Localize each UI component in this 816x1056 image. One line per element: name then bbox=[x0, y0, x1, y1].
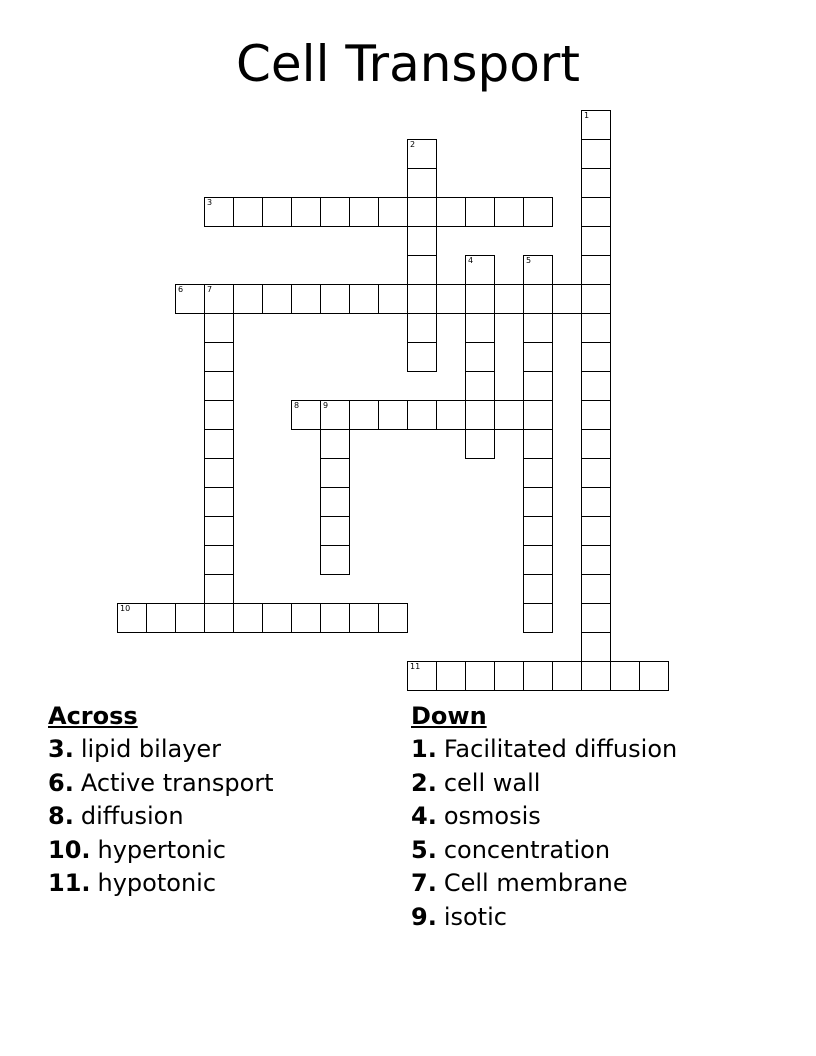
grid-cell[interactable] bbox=[436, 197, 466, 227]
grid-cell[interactable] bbox=[523, 342, 553, 372]
grid-cell[interactable] bbox=[523, 545, 553, 575]
grid-cell[interactable] bbox=[407, 313, 437, 343]
grid-cell[interactable] bbox=[204, 574, 234, 604]
grid-cell[interactable] bbox=[204, 487, 234, 517]
grid-cell[interactable] bbox=[407, 197, 437, 227]
grid-cell[interactable] bbox=[523, 400, 553, 430]
grid-cell[interactable] bbox=[407, 400, 437, 430]
grid-cell[interactable] bbox=[465, 313, 495, 343]
clue-text: osmosis bbox=[443, 802, 541, 830]
grid-cell[interactable] bbox=[320, 487, 350, 517]
grid-cell[interactable] bbox=[581, 197, 611, 227]
grid-cell[interactable] bbox=[204, 313, 234, 343]
grid-cell[interactable] bbox=[523, 603, 553, 633]
grid-cell[interactable] bbox=[407, 139, 437, 169]
grid-cell[interactable] bbox=[320, 516, 350, 546]
grid-cell[interactable] bbox=[291, 400, 321, 430]
grid-cell[interactable] bbox=[320, 400, 350, 430]
clue-text: cell wall bbox=[443, 768, 541, 797]
grid-cell[interactable] bbox=[349, 400, 379, 430]
cell-number: 6 bbox=[178, 285, 184, 294]
grid-cell[interactable] bbox=[204, 516, 234, 546]
grid-cell[interactable] bbox=[204, 342, 234, 372]
grid-cell[interactable] bbox=[581, 110, 611, 140]
grid-cell[interactable] bbox=[262, 603, 292, 633]
grid-cell[interactable] bbox=[436, 284, 466, 314]
grid-cell[interactable] bbox=[291, 284, 321, 314]
grid-cell[interactable] bbox=[233, 284, 263, 314]
grid-cell[interactable] bbox=[494, 661, 524, 691]
cell-number: 3 bbox=[207, 198, 213, 207]
clue-text: hypotonic bbox=[97, 869, 217, 897]
clue-down-1 bbox=[411, 733, 677, 767]
cell-number: 5 bbox=[526, 256, 532, 265]
clue-down-2 bbox=[411, 767, 677, 801]
clue-number: 7. bbox=[411, 869, 437, 897]
grid-cell[interactable] bbox=[581, 284, 611, 314]
grid-cell[interactable] bbox=[465, 197, 495, 227]
grid-cell[interactable] bbox=[262, 284, 292, 314]
across-clues bbox=[48, 700, 274, 901]
grid-cell[interactable] bbox=[465, 371, 495, 401]
grid-cell[interactable] bbox=[320, 197, 350, 227]
grid-cell[interactable] bbox=[320, 603, 350, 633]
clue-down-7 bbox=[411, 867, 677, 901]
clue-text: concentration bbox=[443, 835, 611, 864]
grid-cell[interactable] bbox=[378, 197, 408, 227]
grid-cell[interactable] bbox=[523, 255, 553, 285]
clue-number: 9. bbox=[411, 902, 437, 931]
clue-number: 6. bbox=[48, 768, 74, 797]
grid-cell[interactable] bbox=[291, 603, 321, 633]
clue-across-3 bbox=[48, 733, 274, 767]
cell-number: 1 bbox=[584, 111, 590, 120]
grid-cell[interactable] bbox=[581, 255, 611, 285]
grid-cell[interactable] bbox=[581, 632, 611, 662]
grid-cell[interactable] bbox=[581, 400, 611, 430]
grid-cell[interactable] bbox=[465, 255, 495, 285]
grid-cell[interactable] bbox=[581, 371, 611, 401]
grid-cell[interactable] bbox=[639, 661, 669, 691]
grid-cell[interactable] bbox=[204, 197, 234, 227]
grid-cell[interactable] bbox=[204, 458, 234, 488]
grid-cell[interactable] bbox=[581, 342, 611, 372]
clue-down-5 bbox=[411, 834, 677, 868]
cell-number: 2 bbox=[410, 140, 416, 149]
clue-number: 10. bbox=[48, 835, 91, 864]
grid-cell[interactable] bbox=[581, 429, 611, 459]
grid-cell[interactable] bbox=[581, 487, 611, 517]
grid-cell[interactable] bbox=[320, 284, 350, 314]
clue-number: 3. bbox=[48, 735, 74, 763]
cell-number: 9 bbox=[323, 401, 329, 410]
grid-cell[interactable] bbox=[320, 458, 350, 488]
clue-across-6 bbox=[48, 767, 274, 801]
grid-cell[interactable] bbox=[204, 603, 234, 633]
down-clues bbox=[411, 700, 677, 934]
clue-number: 8. bbox=[48, 802, 74, 830]
grid-cell[interactable] bbox=[523, 661, 553, 691]
grid-cell[interactable] bbox=[581, 458, 611, 488]
grid-cell[interactable] bbox=[378, 400, 408, 430]
page-title: Cell Transport bbox=[236, 35, 580, 93]
clue-number: 4. bbox=[411, 802, 437, 830]
cell-number: 8 bbox=[294, 401, 300, 410]
grid-cell[interactable] bbox=[494, 284, 524, 314]
grid-cell[interactable] bbox=[494, 400, 524, 430]
grid-cell[interactable] bbox=[523, 429, 553, 459]
grid-cell[interactable] bbox=[204, 284, 234, 314]
grid-cell[interactable] bbox=[465, 400, 495, 430]
grid-cell[interactable] bbox=[407, 255, 437, 285]
grid-cell[interactable] bbox=[407, 168, 437, 198]
clue-number: 2. bbox=[411, 768, 437, 797]
grid-cell[interactable] bbox=[465, 284, 495, 314]
grid-cell[interactable] bbox=[523, 371, 553, 401]
grid-cell[interactable] bbox=[523, 516, 553, 546]
grid-cell[interactable] bbox=[233, 197, 263, 227]
grid-cell[interactable] bbox=[204, 545, 234, 575]
grid-cell[interactable] bbox=[262, 197, 292, 227]
grid-cell[interactable] bbox=[378, 603, 408, 633]
grid-cell[interactable] bbox=[175, 284, 205, 314]
grid-cell[interactable] bbox=[523, 284, 553, 314]
grid-cell[interactable] bbox=[581, 574, 611, 604]
grid-cell[interactable] bbox=[349, 197, 379, 227]
grid-cell[interactable] bbox=[349, 603, 379, 633]
grid-cell[interactable] bbox=[146, 603, 176, 633]
grid-cell[interactable] bbox=[407, 226, 437, 256]
grid-cell[interactable] bbox=[204, 429, 234, 459]
grid-cell[interactable] bbox=[175, 603, 205, 633]
grid-cell[interactable] bbox=[581, 545, 611, 575]
clue-down-4 bbox=[411, 800, 677, 834]
grid-cell[interactable] bbox=[523, 197, 553, 227]
clue-number: 5. bbox=[411, 835, 437, 864]
grid-cell[interactable] bbox=[581, 226, 611, 256]
grid-cell[interactable] bbox=[204, 371, 234, 401]
grid-cell[interactable] bbox=[581, 139, 611, 169]
grid-cell[interactable] bbox=[204, 400, 234, 430]
grid-cell[interactable] bbox=[494, 197, 524, 227]
grid-cell[interactable] bbox=[552, 661, 582, 691]
across-heading: Across bbox=[48, 702, 138, 730]
clue-text: lipid bilayer bbox=[80, 735, 222, 763]
grid-cell[interactable] bbox=[407, 661, 437, 691]
grid-cell[interactable] bbox=[581, 313, 611, 343]
grid-cell[interactable] bbox=[233, 603, 263, 633]
clue-text: Facilitated diffusion bbox=[443, 735, 678, 763]
grid-cell[interactable] bbox=[523, 487, 553, 517]
clue-text: Cell membrane bbox=[443, 869, 628, 897]
grid-cell[interactable] bbox=[465, 342, 495, 372]
grid-cell[interactable] bbox=[581, 603, 611, 633]
clue-text: diffusion bbox=[80, 802, 184, 830]
grid-cell[interactable] bbox=[349, 284, 379, 314]
cell-number: 7 bbox=[207, 285, 213, 294]
down-heading: Down bbox=[411, 702, 487, 730]
clue-down-9 bbox=[411, 901, 677, 935]
grid-cell[interactable] bbox=[291, 197, 321, 227]
grid-cell[interactable] bbox=[523, 458, 553, 488]
grid-cell[interactable] bbox=[523, 313, 553, 343]
clue-text: Active transport bbox=[80, 768, 274, 797]
grid-cell[interactable] bbox=[465, 429, 495, 459]
grid-cell[interactable] bbox=[436, 400, 466, 430]
grid-cell[interactable] bbox=[523, 574, 553, 604]
clue-text: isotic bbox=[443, 902, 507, 931]
grid-cell[interactable] bbox=[610, 661, 640, 691]
clue-across-10 bbox=[48, 834, 274, 868]
clue-number: 11. bbox=[48, 869, 91, 897]
grid-cell[interactable] bbox=[436, 661, 466, 691]
grid-cell[interactable] bbox=[407, 284, 437, 314]
cell-number: 4 bbox=[468, 256, 474, 265]
clue-text: hypertonic bbox=[97, 835, 226, 864]
grid-cell[interactable] bbox=[117, 603, 147, 633]
grid-cell[interactable] bbox=[320, 545, 350, 575]
grid-cell[interactable] bbox=[407, 342, 437, 372]
grid-cell[interactable] bbox=[320, 429, 350, 459]
grid-cell[interactable] bbox=[581, 168, 611, 198]
clue-across-11 bbox=[48, 867, 274, 901]
clue-number: 1. bbox=[411, 735, 437, 763]
cell-number: 11 bbox=[410, 662, 421, 671]
grid-cell[interactable] bbox=[465, 661, 495, 691]
grid-cell[interactable] bbox=[378, 284, 408, 314]
clue-across-8 bbox=[48, 800, 274, 834]
grid-cell[interactable] bbox=[581, 516, 611, 546]
cell-number: 10 bbox=[120, 604, 131, 613]
grid-cell[interactable] bbox=[552, 284, 582, 314]
grid-cell[interactable] bbox=[581, 661, 611, 691]
